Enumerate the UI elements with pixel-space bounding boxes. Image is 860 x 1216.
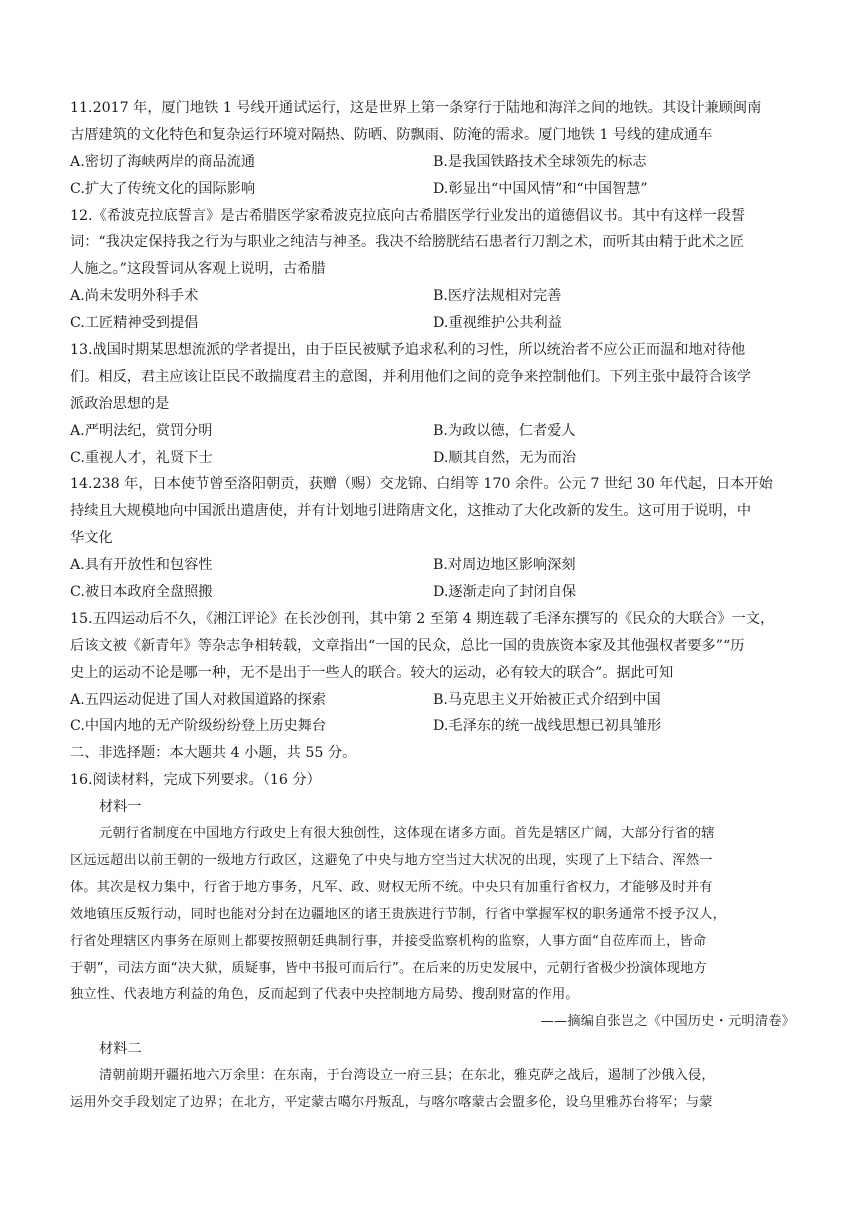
options-row [70,283,795,310]
options-row [70,310,795,337]
option-b: B.对周边地区影响深刻 [433,557,576,574]
options-row [70,579,795,606]
question-text-line: 后该文被《新青年》等杂志争相转载，文章指出“一国的民众，总比一国的贵族资本家及其他强权者要多”“历 [70,637,745,654]
question-text-line: 13.战国时期某思想流派的学者提出，由于臣民被赋予追求私利的习性，所以统治者不应公正而温和地对待他 [70,342,746,359]
options-row [70,418,795,445]
options-row [70,713,795,740]
question-text-line: 15.五四运动后不久，《湘江评论》在长沙创刊，其中第 2 至第 4 期连载了毛泽东撰写的《民众的大联合》一文， [70,610,775,627]
option-b: B.马克思主义开始被正式介绍到中国 [433,691,661,708]
question-16-title: 16.阅读材料，完成下列要求。（16 分） [70,772,321,789]
material-source: ——摘编自张岂之《中国历史・元明清卷》 [540,1014,795,1030]
option-d: D.毛泽东的统一战线思想已初具雏形 [433,718,662,735]
material-text-line: 区远远超出以前王朝的一级地方行政区，这避免了中央与地方空当过大状况的出现，实现了上下结合、浑然一 [70,852,713,868]
question-text-line: 12.《希波克拉底誓言》是古希腊医学家希波克拉底向古希腊医学行业发出的道德倡议书。其中有这样一段誓 [70,207,746,224]
material-label: 材料二 [99,1041,142,1058]
option-a: A.密切了海峡两岸的商品流通 [70,153,256,170]
material-text-line: 运用外交手段划定了边界；在北方，平定蒙古噶尔丹叛乱，与喀尔喀蒙古会盟多伦，设乌里雅苏台将军；与蒙 [70,1094,713,1110]
option-b: B.为政以德，仁者爱人 [433,422,576,439]
section-heading: 二、非选择题：本大题共 4 小题，共 55 分。 [70,745,357,762]
question-11 [70,95,795,203]
material-text-line: 行省处理辖区内事务在原则上都要按照朝廷典制行事，并接受监察机构的监察，人事方面“自莅库而上，皆命 [70,933,707,949]
material-2 [70,1036,795,1117]
material-text-line: 体。其次是权力集中，行省于地方事务，凡军、政、财权无所不统。中央只有加重行省权力，才能够及时并有 [70,879,713,895]
question-text-line: 华文化 [70,530,113,547]
question-14 [70,471,795,605]
option-b: B.是我国铁路技术全球领先的标志 [433,153,647,170]
material-1 [70,794,795,1036]
option-c: C.中国内地的无产阶级纷纷登上历史舞台 [70,718,327,735]
material-text-line: 独立性、代表地方利益的角色，反而起到了代表中央控制地方局势、搜刮财富的作用。 [70,987,579,1003]
material-text-line: 元朝行省制度在中国地方行政史上有很大独创性，这体现在诸多方面。首先是辖区广阔，大部分行省的辖 [99,826,715,842]
options-row [70,149,795,176]
material-label: 材料一 [99,799,142,816]
option-d: D.重视维护公共利益 [433,315,562,332]
question-text-line: 14.238 年，日本使节曾至洛阳朝贡，获赠（赐）交龙锦、白绢等 170 余件。公元 7 世纪 30 年代起，日本开始 [70,476,773,493]
question-text-line: 词：“我决定保持我之行为与职业之纯洁与神圣。我决不给膀胱结石患者行刀割之术，而听其由精于此术之匠 [70,234,745,251]
option-d: D.顺其自然，无为而治 [433,449,577,466]
options-row [70,687,795,714]
option-c: C.被日本政府全盘照搬 [70,584,213,601]
option-a: A.严明法纪，赏罚分明 [70,422,213,439]
option-d: D.逐渐走向了封闭自保 [433,584,577,601]
option-d: D.彰显出“中国风情”和“中国智慧” [433,180,648,197]
question-12 [70,203,795,337]
options-row [70,445,795,472]
question-text-line: 派政治思想的是 [70,395,170,412]
option-a: A.具有开放性和包容性 [70,557,213,574]
option-b: B.医疗法规相对完善 [433,288,562,305]
material-text-line: 于朝”，司法方面“决大狱，质疑事，皆中书报可而后行”。在后来的历史发展中，元朝行省极少扮演体现地方 [70,960,707,976]
exam-page [70,95,795,1117]
options-row [70,552,795,579]
question-text-line: 人施之。”这段誓词从客观上说明，古希腊 [70,261,326,278]
material-text-line: 效地镇压反叛行动，同时也能对分封在边疆地区的诸王贵族进行节制，行省中掌握军权的职务通常不授予汉人， [70,906,726,922]
question-13 [70,337,795,471]
question-text-line: 持续且大规模地向中国派出遣唐使，并有计划地引进隋唐文化，这推动了大化改新的发生。这可用于说明，中 [70,503,752,520]
option-a: A.五四运动促进了国人对救国道路的探索 [70,691,326,708]
option-c: C.重视人才，礼贤下士 [70,449,213,466]
question-15 [70,606,795,740]
option-a: A.尚未发明外科手术 [70,288,199,305]
question-text-line: 们。相反，君主应该让臣民不敢揣度君主的意图，并利用他们之间的竞争来控制他们。下列主张中最符合该学 [70,368,752,385]
question-text-line: 史上的运动不论是哪一种，无不是出于一些人的联合。较大的运动，必有较大的联合”。据此可知 [70,664,674,681]
options-row [70,176,795,203]
question-text-line: 古厝建筑的文化特色和复杂运行环境对隔热、防晒、防飘雨、防淹的需求。厦门地铁 1 号线的建成通车 [70,126,713,143]
option-c: C.工匠精神受到提倡 [70,315,199,332]
question-text-line: 11.2017 年，厦门地铁 1 号线开通试运行，这是世界上第一条穿行于陆地和海洋之间的地铁。其设计兼顾闽南 [70,100,762,116]
option-c: C.扩大了传统文化的国际影响 [70,180,256,197]
material-text-line: 清朝前期开疆拓地六万余里：在东南，于台湾设立一府三县；在东北，雅克萨之战后，遏制了沙俄入侵， [99,1068,715,1084]
